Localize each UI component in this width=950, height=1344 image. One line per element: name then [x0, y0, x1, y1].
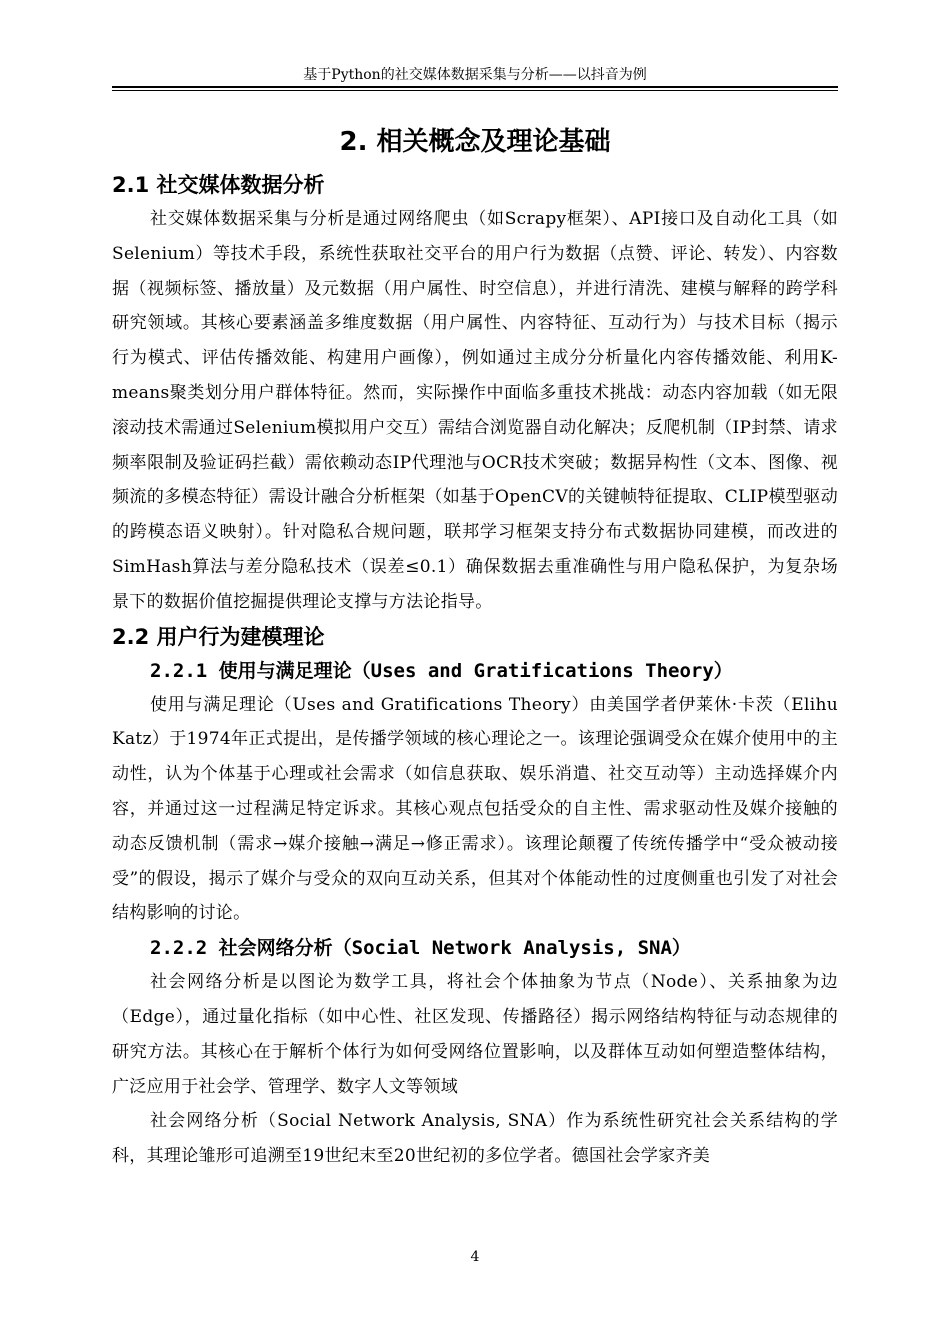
section-heading-2-1: 2.1 社交媒体数据分析: [112, 173, 325, 197]
chapter-title: 2. 相关概念及理论基础: [339, 127, 611, 157]
section-heading-2-2: 2.2 用户行为建模理论: [112, 624, 325, 649]
page-number: 4: [470, 1249, 480, 1265]
subsection-2-2-2-paragraph-1: 社会网络分析是以图论为数学工具，将社会个体抽象为节点（Node）、关系抽象为边（Edge），通过量化指标（如中心性、社区发现、传播路径）揭示网络结构特征与动态规律的研究方法。其核心在于解析个体行为如何受网络位置影响，以及群体互动如何塑造整体结构，广泛应用于社会学、管理学、数字人文等领域: [112, 972, 838, 1097]
running-header: 基于Python的社交媒体数据采集与分析——以抖音为例: [303, 67, 647, 83]
subsection-heading-2-2-1: 2.2.1 使用与满足理论（Uses and Gratifications Theory）: [150, 659, 733, 682]
subsection-heading-2-2-2: 2.2.2 社会网络分析（Social Network Analysis, SNA）: [150, 937, 691, 960]
header-rule: [112, 86, 838, 91]
page-body: [112, 168, 838, 1174]
subsection-2-2-2-paragraph-2: 社会网络分析（Social Network Analysis, SNA）作为系统性研究社会关系结构的学科，其理论雏形可追溯至19世纪末至20世纪初的多位学者。德国社会学家齐美: [112, 1111, 838, 1167]
subsection-2-2-1-paragraph: 使用与满足理论（Uses and Gratifications Theory）由美国学者伊莱休·卡茨（Elihu Katz）于1974年正式提出，是传播学领域的核心理论之一。该理论强调受众在媒介使用中的主动性，认为个体基于心理或社会需求（如信息获取、娱乐消遣、社交互动等）主动选择媒介内容，并通过这一过程满足特定诉求。其核心观点包括受众的自主性、需求驱动性及媒介接触的动态反馈机制（需求→媒介接触→满足→修正需求）。该理论颠覆了传统传播学中“受众被动接受”的假设，揭示了媒介与受众的双向互动关系，但其对个体能动性的过度侧重也引发了对社会结构影响的讨论。: [112, 694, 838, 924]
section-2-1-paragraph: 社交媒体数据采集与分析是通过网络爬虫（如Scrapy框架）、API接口及自动化工具（如Selenium）等技术手段，系统性获取社交平台的用户行为数据（点赞、评论、转发）、内容数据（视频标签、播放量）及元数据（用户属性、时空信息），并进行清洗、建模与解释的跨学科研究领域。其核心要素涵盖多维度数据（用户属性、内容特征、互动行为）与技术目标（揭示行为模式、评估传播效能、构建用户画像），例如通过主成分分析量化内容传播效能、利用K-means聚类划分用户群体特征。然而，实际操作中面临多重技术挑战：动态内容加载（如无限滚动技术需通过Selenium模拟用户交互）需结合浏览器自动化解决；反爬机制（IP封禁、请求频率限制及验证码拦截）需依赖动态IP代理池与OCR技术突破；数据异构性（文本、图像、视频流的多模态特征）需设计融合分析框架（如基于OpenCV的关键帧特征提取、CLIP模型驱动的跨模态语义映射）。针对隐私合规问题，联邦学习框架支持分布式数据协同建模，而改进的SimHash算法与差分隐私技术（误差≤0.1）确保数据去重准确性与用户隐私保护，为复杂场景下的数据价值挖掘提供理论支撑与方法论指导。: [112, 209, 838, 612]
